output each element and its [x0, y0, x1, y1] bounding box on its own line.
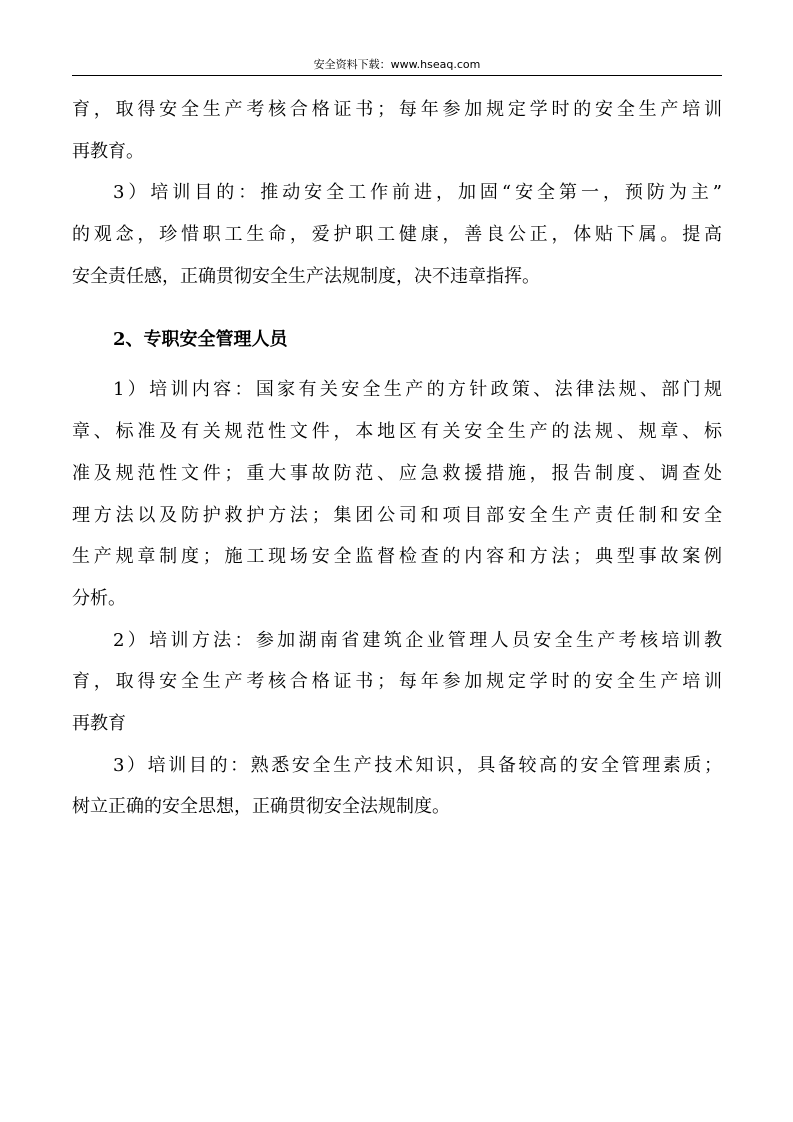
text-line: 树立正确的安全思想，正确贯彻安全法规制度。 [72, 796, 450, 818]
paragraph-training-purpose-2 [72, 745, 722, 828]
text-line: 育，取得安全生产考核合格证书；每年参加规定学时的安全生产培训 [72, 99, 722, 120]
text-line: 3）培训目的：推动安全工作前进，加固“安全第一，预防为主” [113, 182, 722, 204]
header-divider [72, 75, 722, 76]
header-site-label: 安全资料下载：www.hseaq.com [313, 58, 481, 71]
paragraph-training-method [72, 620, 722, 745]
text-line: 生产规章制度；施工现场安全监督检查的内容和方法；典型事故案例 [72, 546, 722, 568]
section-heading: 2、专职安全管理人员 [113, 329, 288, 351]
text-line: 1）培训内容：国家有关安全生产的方针政策、法律法规、部门规 [113, 379, 722, 401]
text-line: 2）培训方法：参加湖南省建筑企业管理人员安全生产考核培训教 [113, 629, 722, 651]
text-line: 再教育。 [72, 140, 144, 162]
text-line: 再教育 [72, 712, 126, 734]
document-body [72, 89, 722, 828]
page-header [72, 56, 722, 74]
text-line: 章、标准及有关规范性文件，本地区有关安全生产的法规、规章、标 [72, 421, 722, 443]
text-line: 理方法以及防护救护方法；集团公司和项目部安全生产责任制和安全 [72, 504, 722, 526]
text-line: 准及规范性文件；重大事故防范、应急救援措施，报告制度、调查处 [72, 462, 722, 484]
paragraph-continuation [72, 89, 722, 172]
paragraph-training-content [72, 369, 722, 619]
text-line: 安全责任感，正确贯彻安全生产法规制度，决不违章指挥。 [72, 265, 540, 287]
text-line: 育，取得安全生产考核合格证书；每年参加规定学时的安全生产培训 [72, 671, 722, 693]
text-line: 3）培训目的：熟悉安全生产技术知识，具备较高的安全管理素质； [113, 754, 722, 776]
text-line: 的观念，珍惜职工生命，爱护职工健康，善良公正，体贴下属。提高 [72, 224, 722, 246]
paragraph-training-purpose-1 [72, 172, 722, 297]
text-line: 分析。 [72, 587, 126, 609]
